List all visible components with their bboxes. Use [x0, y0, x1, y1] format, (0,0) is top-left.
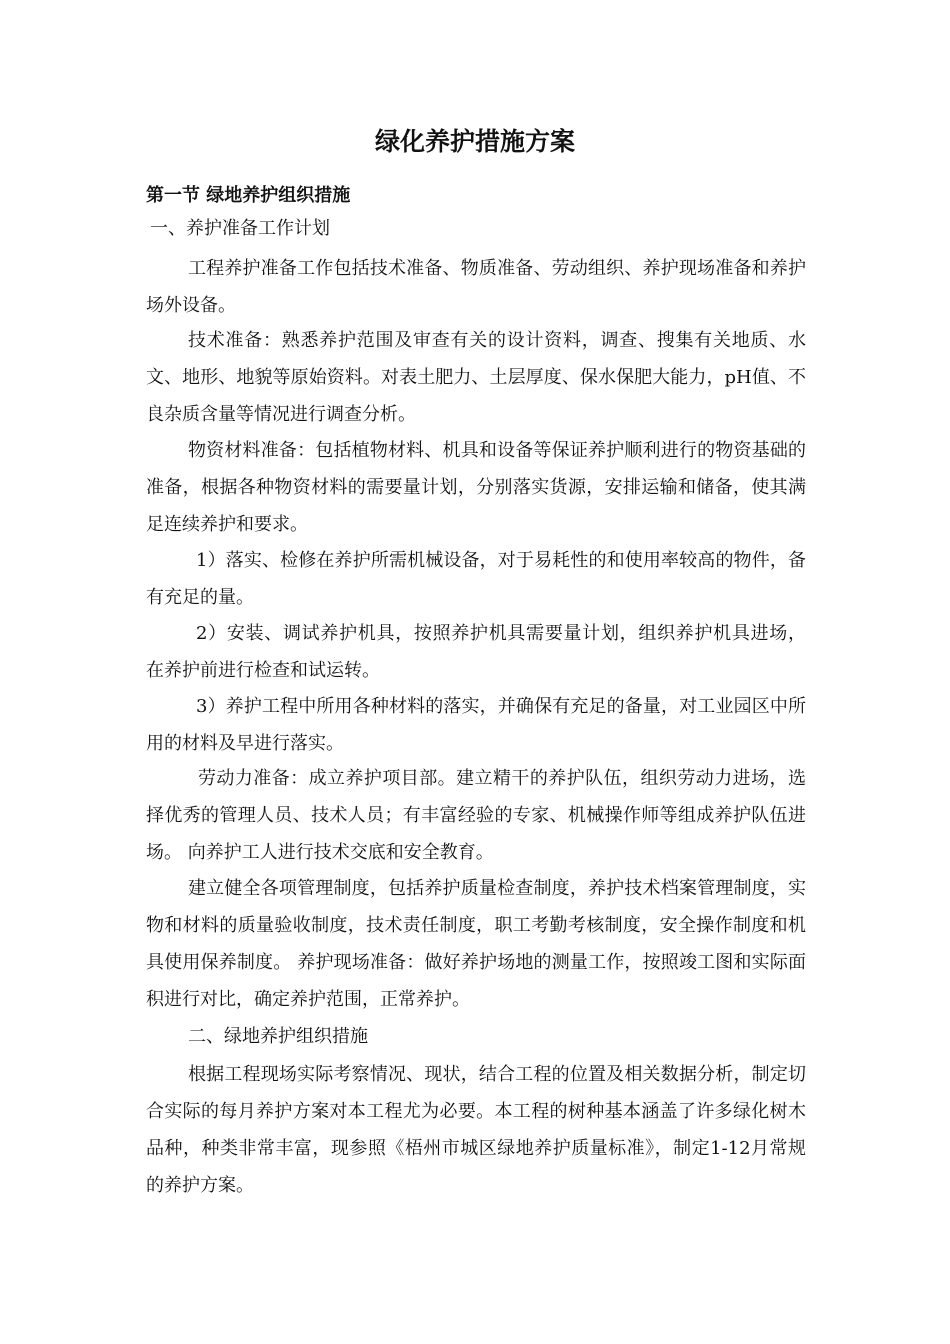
heading-organization-measures: 二、绿地养护组织措施 — [188, 1026, 368, 1047]
paragraph-preparation-overview: 工程养护准备工作包括技术准备、物质准备、劳动组织、养护现场准备和养护场外设备。 — [146, 258, 806, 316]
paragraph-labor-preparation: 劳动力准备：成立养护项目部。建立精干的养护队伍，组织劳动力进场，选择优秀的管理人员、技术人员；有丰富经验的专家、机械操作师等组成养护队伍进场。 向养护工人进行技术交底和安全教育。 — [146, 768, 806, 863]
document-title: 绿化养护措施方案 — [374, 127, 575, 156]
heading-preparation-plan: 一、养护准备工作计划 — [150, 218, 330, 239]
paragraph-item-3: 3）养护工程中所用各种材料的落实，并确保有充足的备量，对工业园区中所用的材料及早进行落实。 — [146, 696, 806, 754]
paragraph-technical-preparation: 技术准备：熟悉养护范围及审查有关的设计资料，调查、搜集有关地质、水文、地形、地貌等原始资料。对表土肥力、土层厚度、保水保肥大能力，pH值、不良杂质含量等情况进行调查分析。 — [146, 330, 806, 425]
paragraph-item-1: 1）落实、检修在养护所需机械设备，对于易耗性的和使用率较高的物件，备有充足的量。 — [146, 550, 806, 608]
paragraph-management-system: 建立健全各项管理制度，包括养护质量检查制度，养护技术档案管理制度，实物和材料的质量验收制度，技术责任制度，职工考勤考核制度，安全操作制度和机具使用保养制度。 养护现场准备：做好养护场地的测量工作，按照竣工图和实际面积进行对比，确定养护范围，正常养护。 — [146, 878, 806, 1010]
section-title: 第一节 绿地养护组织措施 — [146, 185, 351, 206]
paragraph-maintenance-plan: 根据工程现场实际考察情况、现状，结合工程的位置及相关数据分析，制定切合实际的每月养护方案对本工程尤为必要。本工程的树种基本涵盖了许多绿化树木品种，种类非常丰富，现参照《梧州市城区绿地养护质量标准》，制定1-12月常规的养护方案。 — [146, 1064, 806, 1196]
paragraph-item-2: 2）安装、调试养护机具，按照养护机具需要量计划，组织养护机具进场， 在养护前进行检查和试运转。 — [146, 623, 806, 681]
paragraph-material-preparation: 物资材料准备：包括植物材料、机具和设备等保证养护顺利进行的物资基础的准备，根据各种物资材料的需要量计划，分别落实货源，安排运输和储备，使其满足连续养护和要求。 — [146, 440, 806, 535]
